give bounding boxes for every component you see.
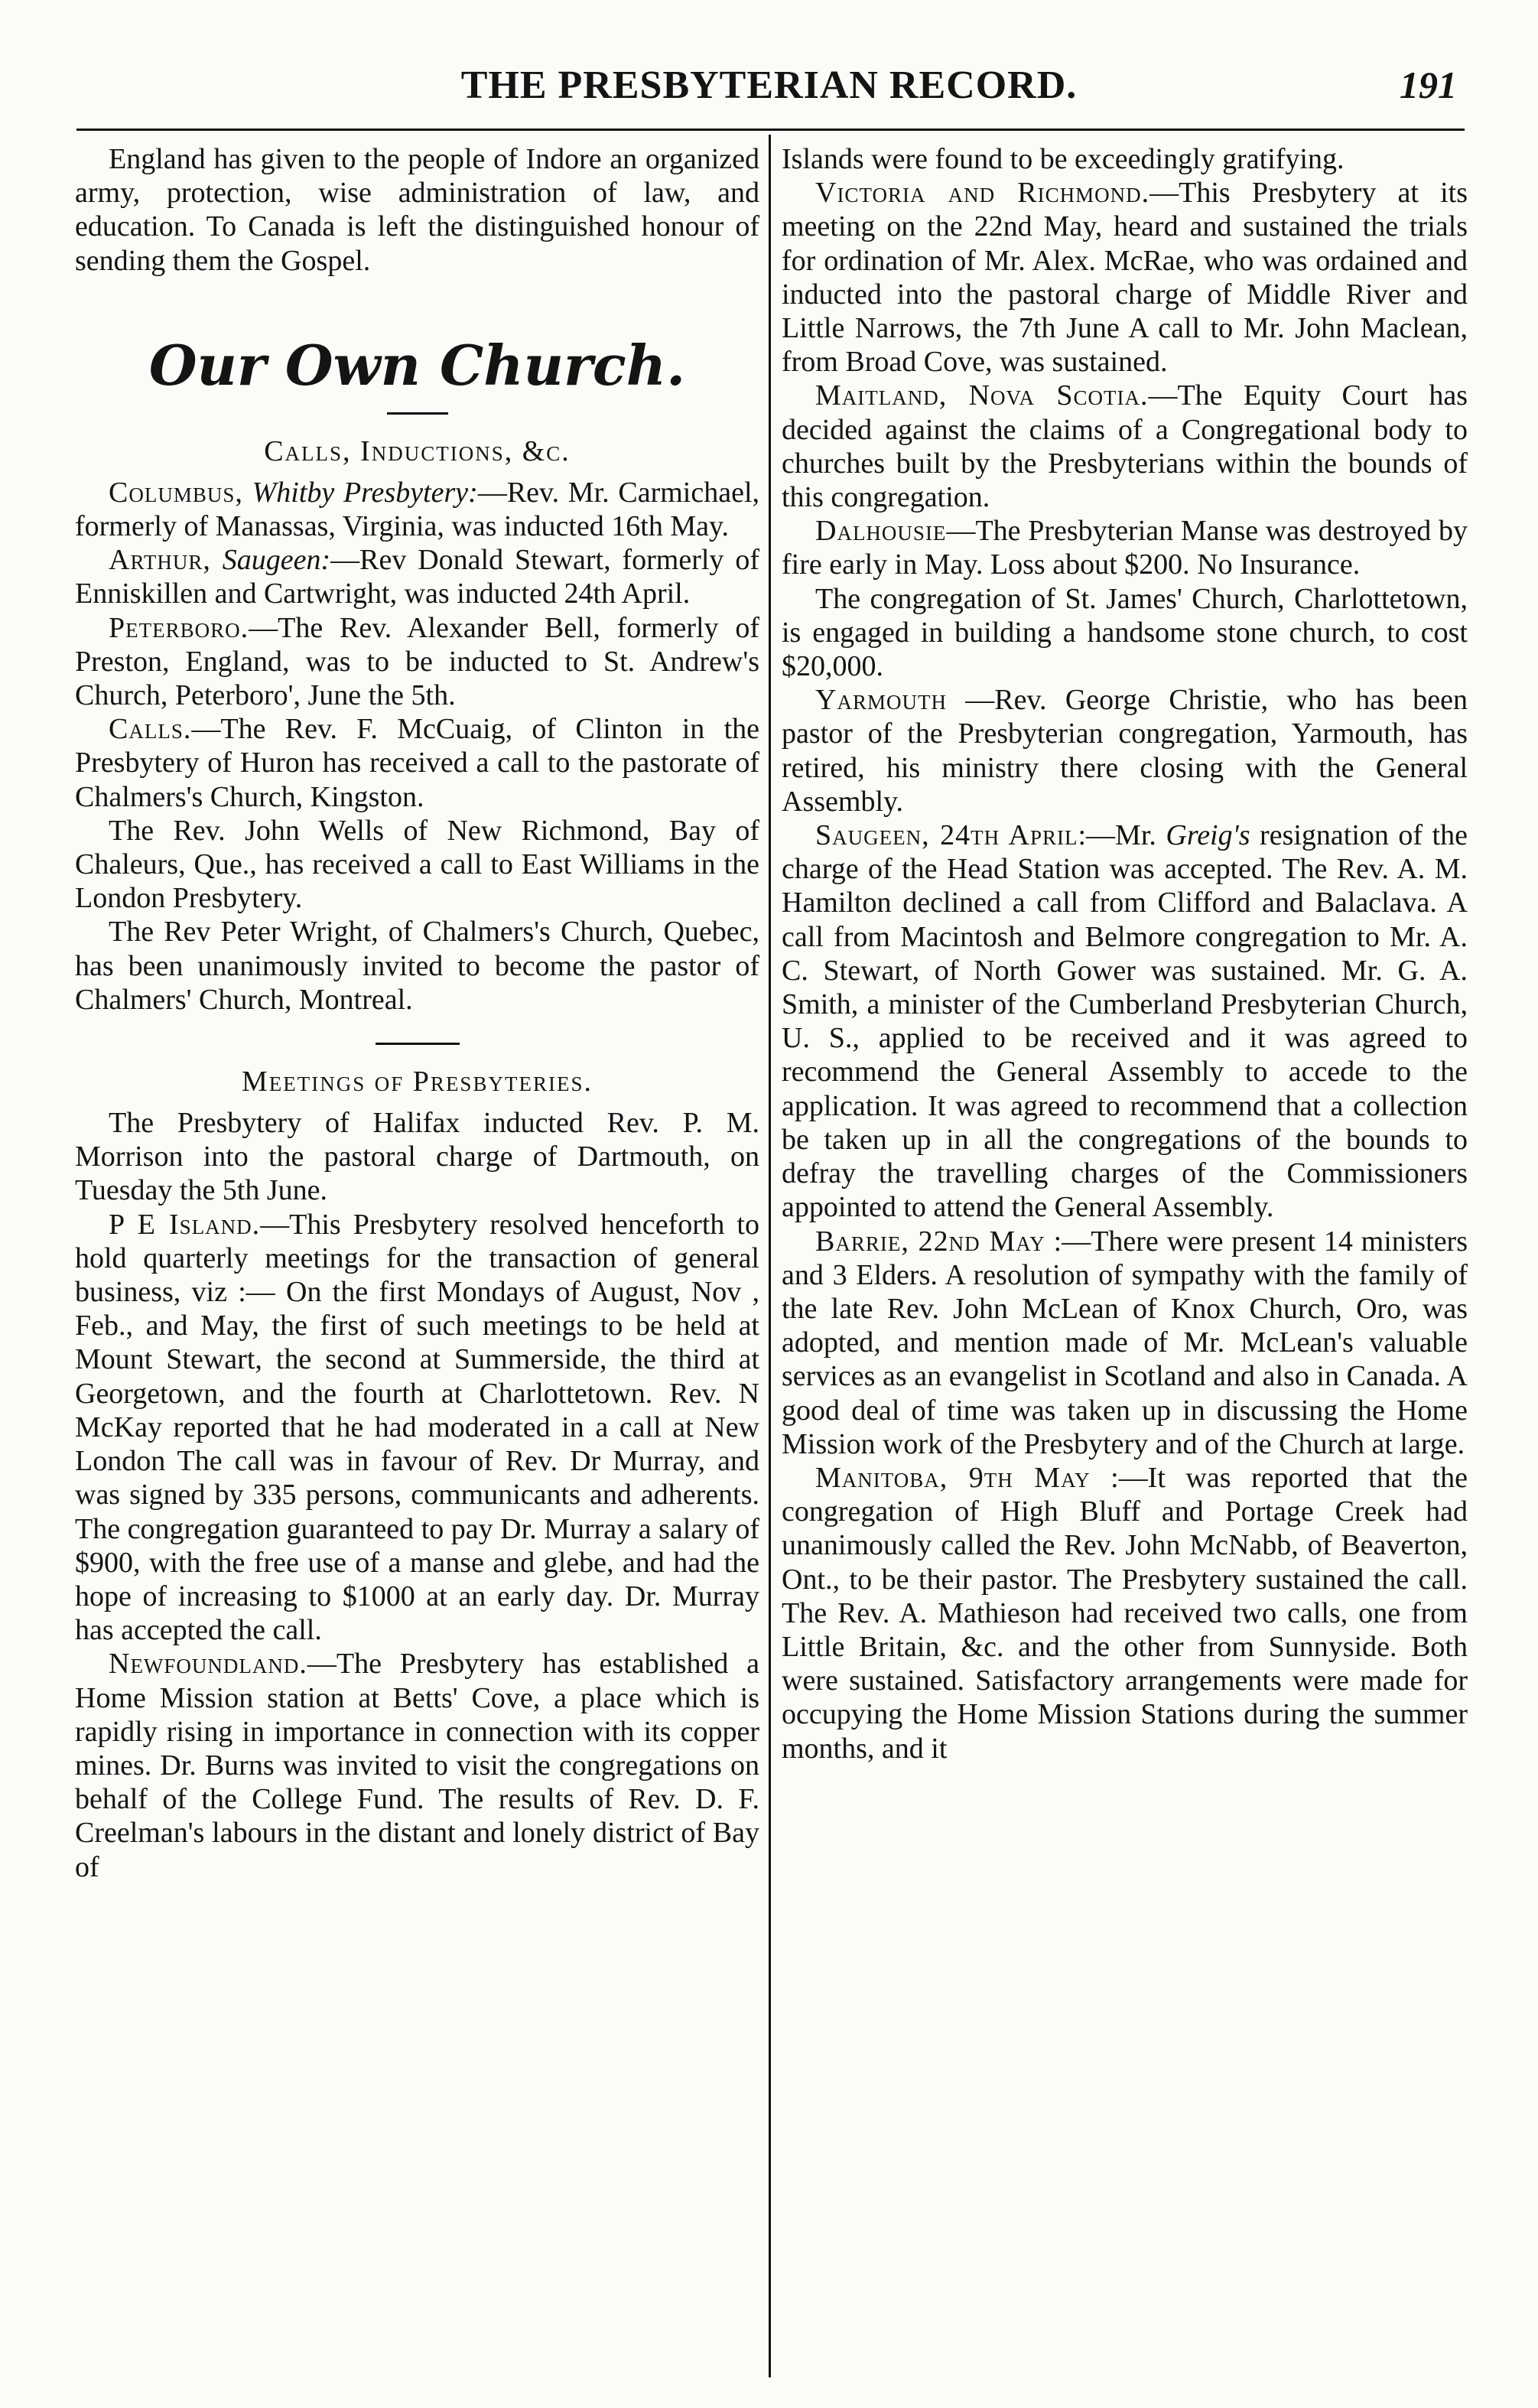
entry-text: —The Equity Court has decided against the claims of a Congregational body to churches built by the Presbyterians within the bounds of this congregation.: [782, 379, 1468, 514]
meetings-heading: Meetings of Presbyteries.: [242, 1066, 593, 1098]
entry-text: :—It was reported that the congregation of High Bluff and Portage Creek had unanimously called the Rev. John McNabb, of Beaverton, Ont., to be their pastor. The Presbytery sustained the call. The Rev. A. Mathieson had received two calls, one from Little Britain, &c. and the other from Sunnyside. Both were sustained. Satisfactory arrangements were made for occupying the Home Mission Stations during the summer months, and it: [782, 1461, 1468, 1765]
entry-text: resignation of the charge of the Head Station was accepted. The Rev. A. M. Hamilton declined a call from Clifford and Balaclava. A call from Macintosh and Belmore congregation to Mr. A. C. Stewart, of North Gower was sustained. Mr. G. A. Smith, a minister of the Cumberland Presbyterian Church, U. S., applied to be received and it was agreed to recommend the General Assembly to accede to the application. It was agreed to recommend that a collection be taken up in all the congregations of the bounds to defray the travelling charges of the Commissioners appointed to attend the General Assembly.: [782, 819, 1468, 1224]
entry-wright: The Rev Peter Wright, of Chalmers's Church, Quebec, has been unanimously invited to become the pastor of Chalmers' Church, Montreal.: [75, 916, 759, 1016]
entry-lead: Victoria and Richmond.: [815, 177, 1150, 210]
entry-text: —Rev. Mr. Carmichael, formerly of Manassas, Virginia, was inducted 16th May.: [75, 476, 759, 543]
entry-maitland: [782, 379, 1468, 514]
entry-lead: Maitland, Nova Scotia.: [815, 379, 1149, 412]
entry-arthur: [75, 543, 759, 610]
entry-italic: Saugeen:: [222, 544, 331, 577]
entry-italic: Whitby Presbytery:: [252, 476, 478, 509]
left-column: [75, 142, 759, 2370]
section-divider: [376, 1043, 460, 1045]
entry-text: —Rev Donald Stewart, formerly of Enniskillen and Cartwright, was inducted 24th April.: [75, 544, 759, 610]
entry-pe-island: [75, 1208, 759, 1648]
entry-lead: Arthur,: [109, 544, 211, 577]
entry-wells: The Rev. John Wells of New Richmond, Bay of Chaleurs, Que., has received a call to East Williams in the London Presbytery.: [75, 814, 759, 915]
page-header: [76, 63, 1462, 124]
entry-text: :—There were present 14 ministers and 3 Elders. A resolution of sympathy with the family of the late Rev. John McLean of Knox Church, Oro, was adopted, and mention made of Mr. McLean's valuable services as an evangelist in Scotland and also in Canada. A good deal of time was taken up in discussing the Home Mission work of the Presbytery and of the Church at large.: [782, 1225, 1468, 1460]
entry-lead: P E Island.: [109, 1208, 261, 1241]
entry-lead: Calls.: [109, 713, 192, 746]
entry-barrie: [782, 1225, 1468, 1461]
entry-saugeen: [782, 818, 1468, 1224]
page-number: 191: [1400, 63, 1457, 106]
entry-victoria-richmond: [782, 176, 1468, 379]
entry-text: —The Presbyterian Manse was destroyed by fire early in May. Loss about $200. No Insurance.: [782, 515, 1468, 581]
entry-manitoba: [782, 1461, 1468, 1765]
entry-lead: Columbus,: [109, 476, 243, 509]
header-rule: [76, 129, 1465, 131]
entry-dalhousie: [782, 514, 1468, 581]
entry-text: —The Presbytery has established a Home Mission station at Betts' Cove, a place which is rapidly rising in importance in connection with its copper mines. Dr. Burns was invited to visit the congregations on behalf of the College Fund. The results of Rev. D. F. Creelman's labours in the distant and lonely district of Bay of: [75, 1648, 759, 1883]
entry-italic: Greig's: [1166, 819, 1250, 852]
entry-columbus: [75, 476, 759, 543]
intro-paragraph: England has given to the people of Indore an organized army, protection, wise administration of law, and education. To Canada is left the distinguished honour of sending them the Gospel.: [75, 143, 759, 277]
entry-lead: Newfoundland.: [109, 1648, 307, 1681]
section-divider: [387, 412, 448, 415]
entry-yarmouth: [782, 683, 1468, 818]
entry-newfoundland: [75, 1647, 759, 1883]
entry-lead: Saugeen, 24th April: [815, 819, 1078, 852]
entry-continued: Islands were found to be exceedingly gratifying.: [782, 143, 1345, 175]
column-divider: [769, 135, 771, 2377]
entry-lead: Peterboro.: [109, 611, 249, 644]
entry-lead: Yarmouth: [815, 684, 947, 717]
journal-title: THE PRESBYTERIAN RECORD.: [460, 63, 1078, 107]
entry-text: —This Presbytery resolved henceforth to hold quarterly meetings for the transaction of general business, viz :— On the first Mondays of August, Nov , Feb., and May, the first of such meetings to be held at Mount Stewart, the second at Summerside, the third at Georgetown, and the fourth at Charlottetown. Rev. N McKay reported that he had moderated in a call at New London The call was in favour of Rev. Dr Murray, and was signed by 335 persons, communicants and adherents. The congregation guaranteed to pay Dr. Murray a salary of $900, with the free use of a manse and glebe, and had the hope of increasing to $1000 at an early day. Dr. Murray has accepted the call.: [75, 1208, 759, 1647]
entry-peterboro: [75, 611, 759, 713]
entry-lead: Dalhousie: [815, 515, 947, 548]
entry-text: —Rev. George Christie, who has been pastor of the Presbyterian congregation, Yarmouth, has retired, his ministry there closing with the General Assembly.: [782, 684, 1468, 818]
entry-text: —The Rev. Alexander Bell, formerly of Preston, England, was to be inducted to St. Andrew's Church, Peterboro', June the 5th.: [75, 611, 759, 712]
entry-text: —The Rev. F. McCuaig, of Clinton in the Presbytery of Huron has received a call to the pastorate of Chalmers's Church, Kingston.: [75, 713, 759, 813]
calls-heading: Calls, Inductions, &c.: [264, 434, 571, 467]
entry-calls: [75, 712, 759, 814]
entry-text: —This Presbytery at its meeting on the 22nd May, heard and sustained the trials for ordination of Mr. Alex. McRae, who was ordained and inducted into the pastoral charge of Middle River and Little Narrows, the 7th June A call to Mr. John Maclean, from Broad Cove, was sustained.: [782, 177, 1468, 379]
entry-text: :—Mr.: [1078, 819, 1166, 852]
section-title: Our Own Church.: [148, 332, 686, 398]
entry-charlottetown: The congregation of St. James' Church, Charlottetown, is engaged in building a handsome stone church, to cost $20,000.: [782, 582, 1468, 683]
entry-lead: Manitoba, 9th May: [815, 1461, 1091, 1494]
right-column: [782, 142, 1468, 2370]
entry-halifax: The Presbytery of Halifax inducted Rev. P. M. Morrison into the pastoral charge of Dartmouth, on Tuesday the 5th June.: [75, 1107, 759, 1207]
entry-lead: Barrie, 22nd May: [815, 1225, 1045, 1258]
